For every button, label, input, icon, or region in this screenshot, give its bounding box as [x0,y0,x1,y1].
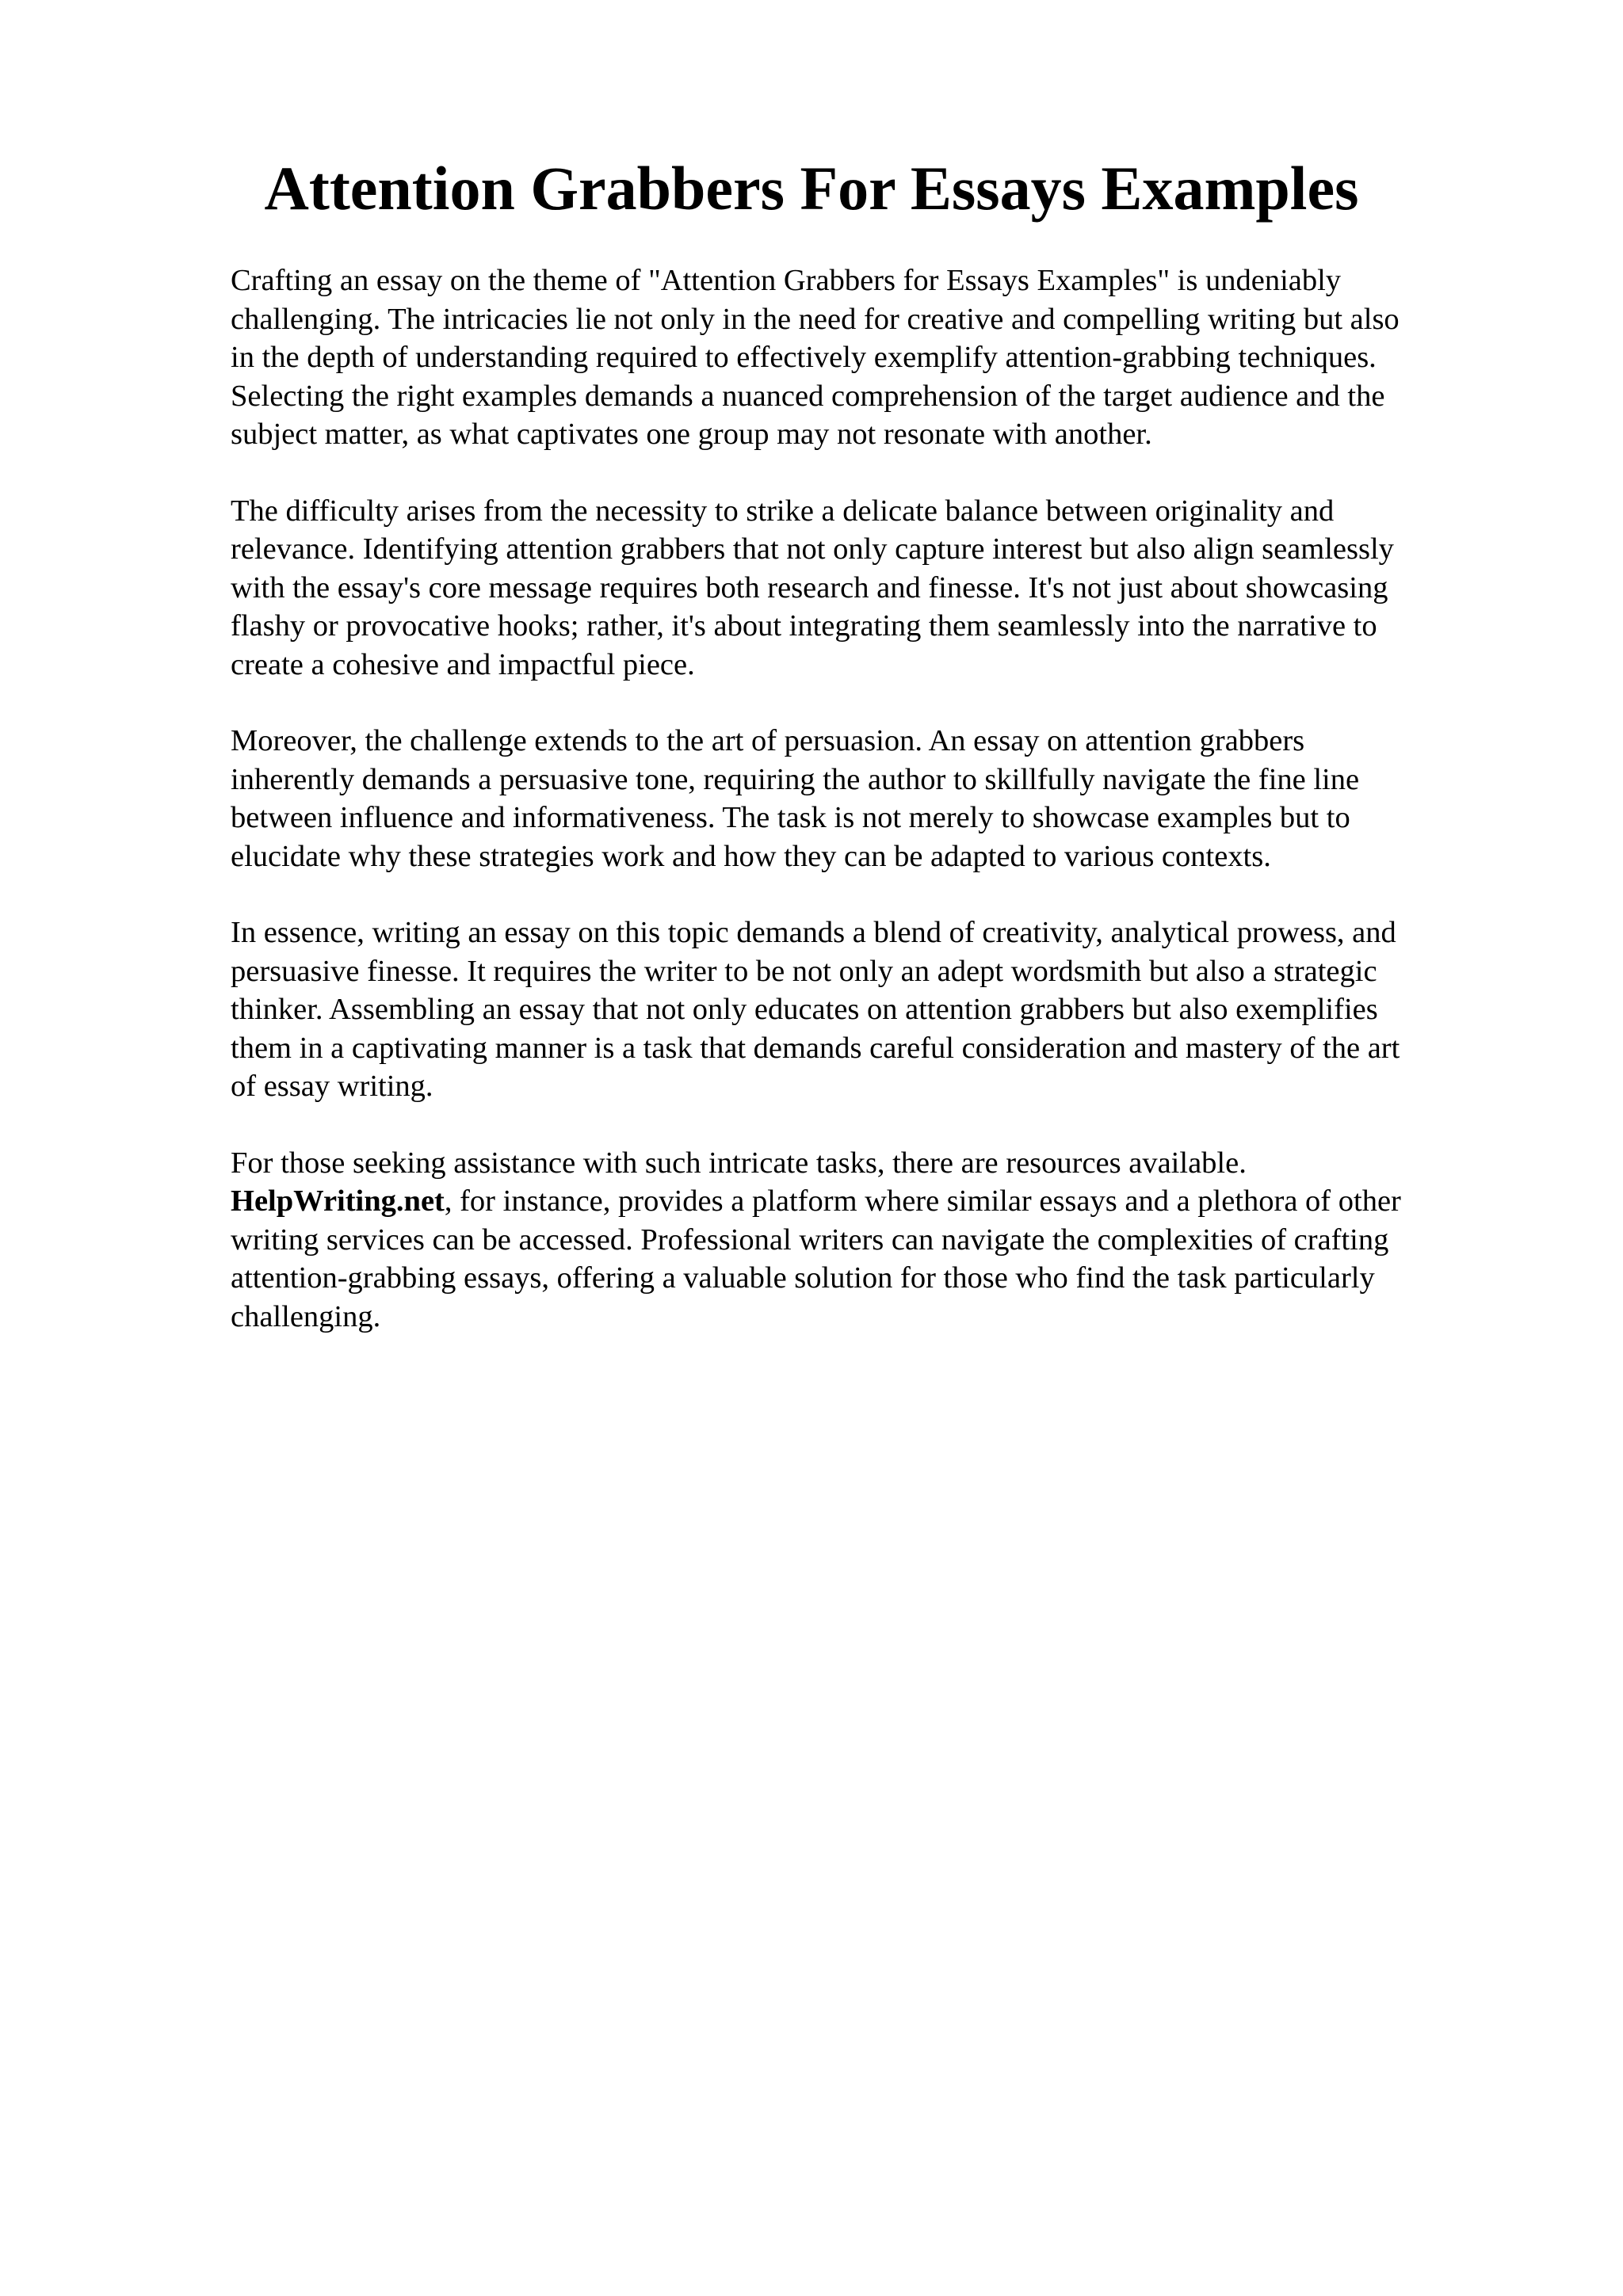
paragraph-line: Moreover, the challenge extends to the art of persuasion. An essay on attention grabbers [231,724,1305,757]
paragraph-line: thinker. Assembling an essay that not only educates on attention grabbers but also exemplifies [231,993,1378,1026]
paragraph-line: The difficulty arises from the necessity to strike a delicate balance between originality and [231,494,1335,528]
brand-name: HelpWriting.net [231,1184,445,1218]
paragraph-line: attention-grabbing essays, offering a valuable solution for those who find the task particularly [231,1261,1375,1295]
paragraph-line: In essence, writing an essay on this topic demands a blend of creativity, analytical prowess, and [231,916,1396,949]
paragraph-line: flashy or provocative hooks; rather, it's about integrating them seamlessly into the narrative to [231,609,1377,643]
paragraph-line: of essay writing. [231,1070,433,1103]
paragraph-line: challenging. The intricacies lie not only in the need for creative and compelling writing but also [231,302,1400,336]
paragraph-line: subject matter, as what captivates one group may not resonate with another. [231,418,1152,451]
paragraph-line: writing services can be accessed. Professional writers can navigate the complexities of crafting [231,1222,1389,1257]
paragraph-line: elucidate why these strategies work and how they can be adapted to various contexts. [231,839,1271,873]
paragraph-line-rest: , for instance, provides a platform where similar essays and a plethora of other [444,1184,1401,1218]
paragraph-3 [231,722,1514,875]
paragraph-line: For those seeking assistance with such intricate tasks, there are resources available. [231,1146,1247,1180]
paragraph-line: create a cohesive and impactful piece. [231,647,695,681]
paragraph-line [231,1182,1514,1221]
paragraph-line: Crafting an essay on the theme of "Attention Grabbers for Essays Examples" is undeniably [231,264,1342,297]
paragraph-line: relevance. Identifying attention grabbers that not only capture interest but also align seamlessly [231,532,1394,566]
paragraph-line: inherently demands a persuasive tone, requiring the author to skillfully navigate the fine line [231,762,1360,796]
paragraph-5 [231,1144,1514,1337]
paragraph-2 [231,492,1514,685]
paragraph-line: with the essay's core message requires both research and finesse. It's not just about showcasing [231,570,1388,605]
document-body [231,261,1514,1374]
paragraph-line: challenging. [231,1299,381,1333]
paragraph-1 [231,261,1514,454]
paragraph-line: persuasive finesse. It requires the writer to be not only an adept wordsmith but also a strategic [231,954,1377,988]
paragraph-line: between influence and informativeness. The task is not merely to showcase examples but to [231,801,1350,834]
document-title: Attention Grabbers For Essays Examples [264,154,1359,223]
paragraph-line: Selecting the right examples demands a nuanced comprehension of the target audience and the [231,379,1385,413]
paragraph-line: in the depth of understanding required to effectively exemplify attention-grabbing techniques. [231,341,1377,374]
paragraph-line: them in a captivating manner is a task that demands careful consideration and mastery of the art [231,1031,1400,1065]
paragraph-4 [231,913,1514,1106]
